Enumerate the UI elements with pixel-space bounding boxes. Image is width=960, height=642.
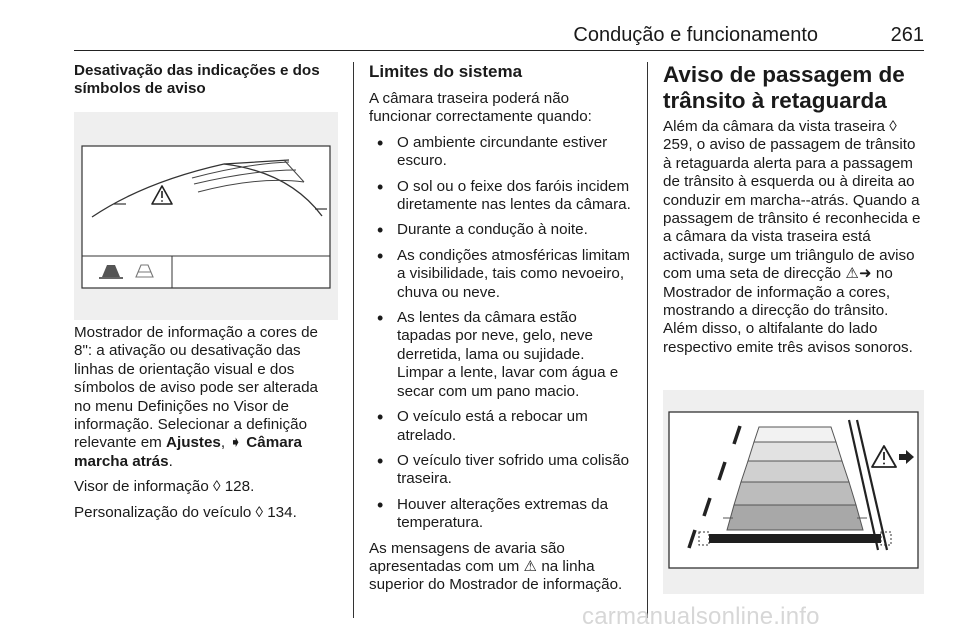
- col2-heading: Limites do sistema: [369, 62, 523, 81]
- col1-p1-sep: , ➧: [220, 434, 247, 452]
- list-item: • Durante a condução à noite.: [369, 221, 634, 239]
- col1-p1-end: .: [168, 452, 173, 470]
- column-divider-2: [647, 62, 648, 618]
- col1-paragraph-2: Visor de informação ◊ 128.: [74, 478, 255, 496]
- watermark: carmanualsonline.info: [582, 603, 820, 630]
- cross-traffic-diagram: [663, 390, 924, 594]
- column-divider-1: [353, 62, 354, 618]
- menu-ajustes: Ajustes: [166, 434, 221, 452]
- page-header: [74, 0, 924, 51]
- list-item: • O ambiente circundante estiver escuro.: [369, 134, 634, 171]
- col1-paragraph-1: [74, 324, 339, 471]
- column-3: [663, 62, 925, 364]
- list-item: • O veículo tiver sofrido uma colisão traseira.: [369, 452, 634, 489]
- guideline-toggle-icon: [90, 256, 172, 288]
- col2-outro: As mensagens de avaria são apresentadas com um ⚠ na linha superior do Mostrador de informação.: [369, 539, 623, 594]
- col2-intro: A câmara traseira poderá não funcionar correctamente quando:: [369, 90, 592, 126]
- list-item: • O sol ou o feixe dos faróis incidem diretamente nas lentes da câmara.: [369, 178, 634, 215]
- list-item: • As condições atmosféricas limitam a visibilidade, tais como nevoeiro, chuva ou neve.: [369, 247, 634, 302]
- limitations-list: [369, 134, 634, 533]
- rear-camera-figure: [74, 112, 338, 320]
- section-title: Condução e funcionamento: [573, 24, 818, 46]
- col1-heading: Desativação das indicações e dos símbolos de aviso: [74, 62, 320, 97]
- column-2: [369, 62, 634, 602]
- col3-body: Além da câmara da vista traseira ◊ 259, o aviso de passagem de trânsito à retaguarda alerta para a passagem de trânsito à esquerda ou à direita ao conduzir em marcha--atrás. Quando a passagem de trânsito é reconhecida e a câmara da vista traseira está activada, surge um triângulo de aviso com uma seta de direcção ⚠➜ no Mostrador de informação a cores, mostrando a direcção do trânsito. Além disso, o altifalante do lado respectivo emite três avisos sonoros.: [663, 118, 921, 356]
- cross-traffic-alert-figure: [663, 390, 924, 594]
- rear-camera-diagram: [74, 112, 338, 320]
- menu-camara-marcha-atras: Câmara marcha atrás: [74, 434, 303, 470]
- col1-paragraph-3: Personalização do veículo ◊ 134.: [74, 503, 297, 521]
- list-item: • O veículo está a rebocar um atrelado.: [369, 408, 634, 445]
- col1-p1-text: Mostrador de informação a cores de 8": a ativação ou desativação das linhas de orientação visual e dos símbolos de aviso pode ser alterada no menu Definições no Visor de informação. Selecionar a definição relevante em: [74, 324, 318, 452]
- list-item: • Houver alterações extremas da temperatura.: [369, 496, 634, 533]
- list-item: • As lentes da câmara estão tapadas por neve, gelo, neve derretida, lama ou sujidade. Limpar a lente, lavar com água e secar com um pano macio.: [369, 309, 634, 401]
- col3-heading: Aviso de passagem de trânsito à retaguarda: [663, 62, 905, 113]
- page-number: 261: [890, 24, 924, 46]
